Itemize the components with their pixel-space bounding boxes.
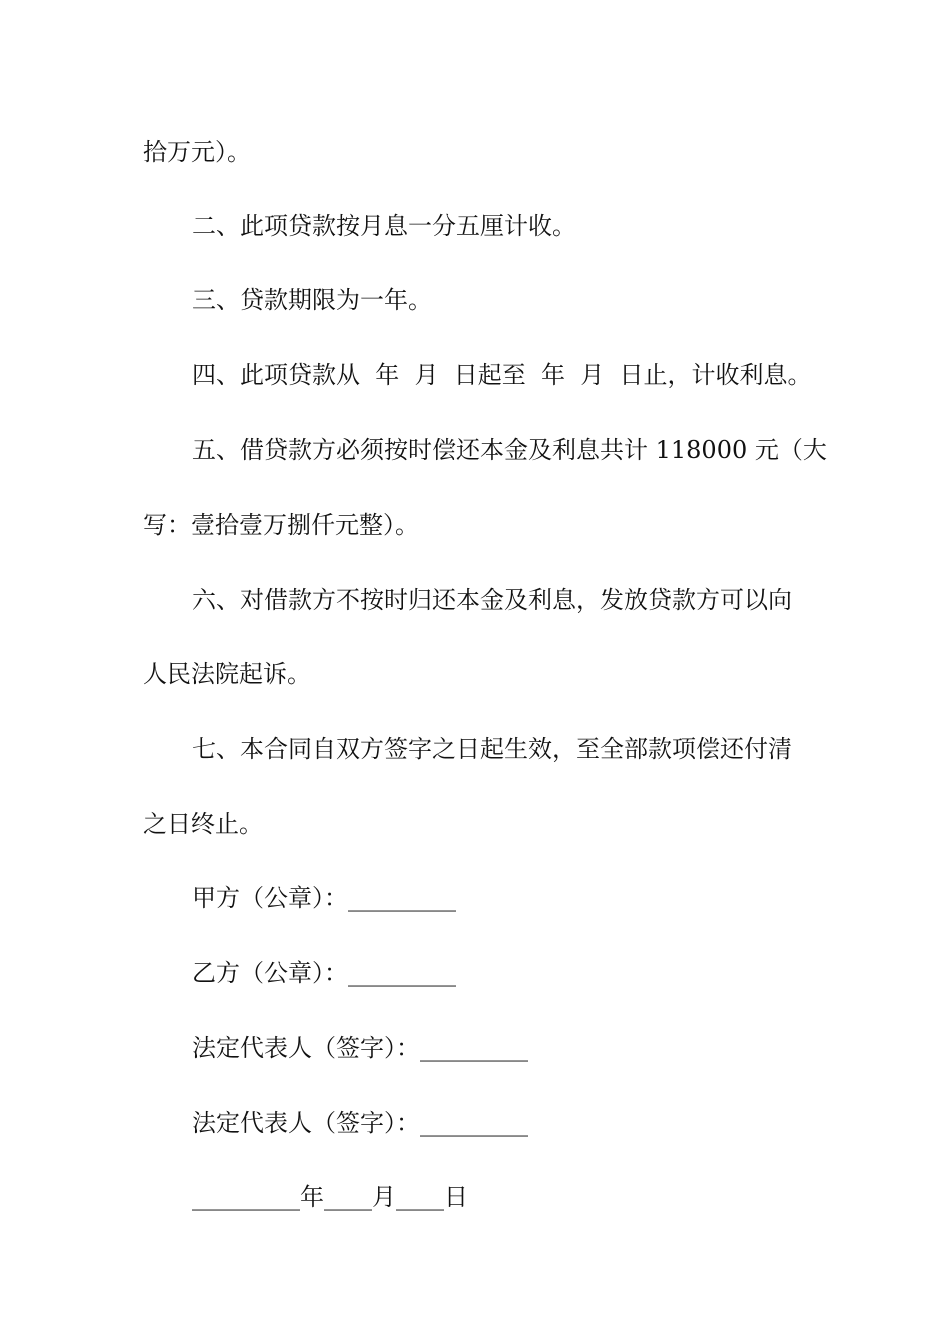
clause-6: 六、对借款方不按时归还本金及利息，发放贷款方可以向 xyxy=(192,586,792,614)
clause-2: 二、此项贷款按月息一分五厘计收。 xyxy=(192,212,576,240)
party-b-seal-line: 乙方（公章）：_________ xyxy=(192,959,456,987)
legal-representative-signature-line-2: 法定代表人（签字）：_________ xyxy=(192,1109,528,1137)
clause-5-continued: 写：壹拾壹万捌仟元整）。 xyxy=(143,511,419,539)
clause-7: 七、本合同自双方签字之日起生效，至全部款项偿还付清 xyxy=(192,735,792,763)
clause-7-continued: 之日终止。 xyxy=(143,810,263,838)
party-a-seal-line: 甲方（公章）：_________ xyxy=(192,884,456,912)
date-line: _________年____月____日 xyxy=(192,1183,468,1211)
clause-4: 四、此项贷款从 年 月 日起至 年 月 日止，计收利息。 xyxy=(192,361,812,389)
legal-representative-signature-line-1: 法定代表人（签字）：_________ xyxy=(192,1034,528,1062)
text-line-1: 拾万元）。 xyxy=(143,138,251,166)
clause-6-continued: 人民法院起诉。 xyxy=(143,660,311,688)
clause-3: 三、贷款期限为一年。 xyxy=(192,286,432,314)
clause-5: 五、借贷款方必须按时偿还本金及利息共计 118000 元（大 xyxy=(192,436,827,464)
